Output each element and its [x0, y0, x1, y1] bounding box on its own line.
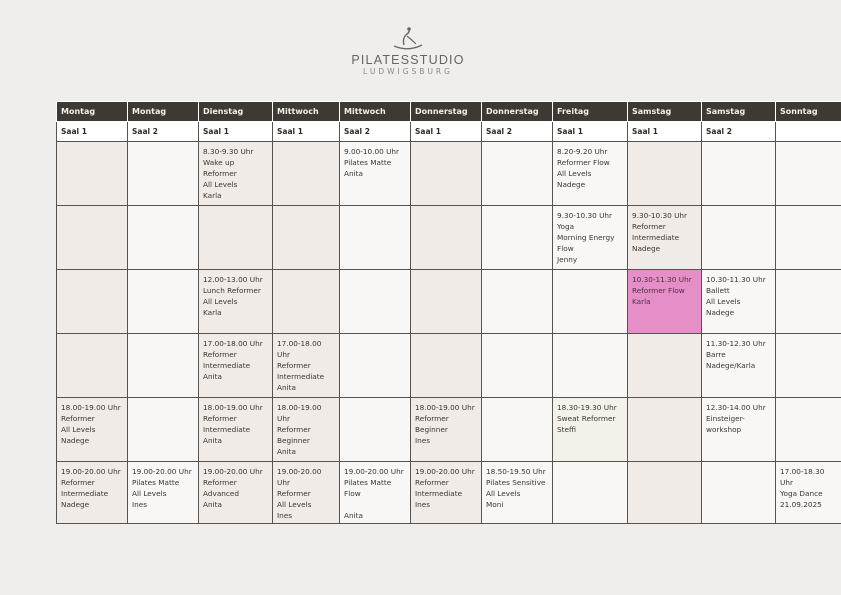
- class-info: [128, 398, 198, 402]
- class-info: [57, 270, 127, 274]
- empty-cell: [482, 270, 553, 334]
- empty-cell: [411, 334, 482, 398]
- day-header: Dienstag: [199, 102, 273, 122]
- class-info: 11.30-12.30 Uhr Barre Nadege/Karla: [706, 339, 766, 370]
- class-cell: [776, 462, 841, 524]
- room-header: Saal 2: [482, 122, 553, 142]
- day-header: Sonntag: [776, 102, 841, 122]
- class-cell: [199, 398, 273, 462]
- day-header: Mittwoch: [340, 102, 411, 122]
- class-info: [128, 270, 198, 274]
- class-info: [57, 206, 127, 210]
- empty-cell: [128, 398, 199, 462]
- class-info: 19.00-20.00 Uhr Reformer Intermediate Ines: [415, 467, 475, 509]
- class-info: [628, 398, 701, 402]
- class-cell: [340, 462, 411, 524]
- class-info: 10.30-11.30 Uhr Reformer Flow Karla: [632, 275, 692, 306]
- room-header: Saal 2: [340, 122, 411, 142]
- room-header: Saal 1: [628, 122, 702, 142]
- class-cell: [553, 142, 628, 206]
- class-cell: [411, 398, 482, 462]
- studio-logo: [340, 26, 476, 78]
- class-info: 12.30-14.00 Uhr Einsteiger- workshop: [706, 403, 766, 434]
- empty-cell: [702, 206, 776, 270]
- class-info: [482, 142, 552, 146]
- class-info: [273, 206, 339, 210]
- day-header: Mittwoch: [273, 102, 340, 122]
- time-slot-row: [57, 270, 841, 334]
- class-info: [482, 398, 552, 402]
- class-cell: [273, 398, 340, 462]
- logo-name: PILATESSTUDIO: [351, 53, 465, 67]
- class-info: [340, 206, 410, 210]
- class-cell: [199, 462, 273, 524]
- class-info: [482, 334, 552, 338]
- empty-cell: [273, 270, 340, 334]
- class-info: 17.00-18.00 Uhr Reformer Intermediate Anita: [203, 339, 263, 381]
- empty-cell: [482, 334, 553, 398]
- class-info: [553, 334, 627, 338]
- class-info: 18.00-19.00 Uhr Reformer Beginner Anita: [277, 403, 322, 456]
- empty-cell: [776, 206, 841, 270]
- class-info: [411, 334, 481, 338]
- empty-cell: [482, 142, 553, 206]
- class-info: 19.00-20.00 Uhr Reformer All Levels Ines: [277, 467, 322, 520]
- room-header: Saal 1: [411, 122, 482, 142]
- class-info: 8.20-9.20 Uhr Reformer Flow All Levels Nadege: [557, 147, 610, 189]
- class-info: 9.30-10.30 Uhr Reformer Intermediate Nadege: [632, 211, 688, 253]
- class-cell: [128, 462, 199, 524]
- class-cell: [57, 398, 128, 462]
- empty-cell: [128, 142, 199, 206]
- empty-cell: [57, 142, 128, 206]
- class-info: [702, 142, 775, 146]
- empty-cell: [628, 334, 702, 398]
- empty-cell: [628, 142, 702, 206]
- day-header: Samstag: [628, 102, 702, 122]
- class-info: [57, 334, 127, 338]
- class-info: 18.30-19.30 Uhr Sweat Reformer Steffi: [557, 403, 617, 434]
- class-cell: [553, 398, 628, 462]
- class-info: [482, 206, 552, 210]
- room-header: Saal 2: [128, 122, 199, 142]
- empty-cell: [57, 270, 128, 334]
- class-info: [702, 462, 775, 466]
- class-info: [57, 142, 127, 146]
- time-slot-row: [57, 142, 841, 206]
- class-info: [273, 142, 339, 146]
- time-slot-row: [57, 206, 841, 270]
- empty-cell: [128, 270, 199, 334]
- day-header: Freitag: [553, 102, 628, 122]
- class-cell: [340, 142, 411, 206]
- class-info: 18.00-19.00 Uhr Reformer All Levels Nadege: [61, 403, 121, 445]
- day-header: Donnerstag: [482, 102, 553, 122]
- room-header: Saal 1: [273, 122, 340, 142]
- class-cell: [702, 398, 776, 462]
- empty-cell: [702, 462, 776, 524]
- class-info: 19.00-20.00 Uhr Pilates Matte All Levels Ines: [132, 467, 192, 509]
- room-header: [776, 122, 841, 142]
- class-cell: [273, 462, 340, 524]
- class-cell: [702, 270, 776, 334]
- class-info: 9.00-10.00 Uhr Pilates Matte Anita: [344, 147, 400, 178]
- class-cell: [411, 462, 482, 524]
- class-info: [553, 462, 627, 466]
- empty-cell: [273, 206, 340, 270]
- room-header: Saal 1: [57, 122, 128, 142]
- class-info: [340, 334, 410, 338]
- pilates-figure-icon: [390, 26, 426, 52]
- class-info: [776, 142, 841, 146]
- class-info: 19.00-20.00 Uhr Reformer Advanced Anita: [203, 467, 263, 509]
- time-slot-row: [57, 398, 841, 462]
- logo-subtitle: LUDWIGSBURG: [363, 67, 453, 76]
- empty-cell: [482, 206, 553, 270]
- empty-cell: [340, 334, 411, 398]
- class-cell: [702, 334, 776, 398]
- room-header-row: [57, 122, 841, 142]
- class-info: 9.30-10.30 Uhr Yoga Morning Energy Flow Jenny: [557, 211, 615, 264]
- empty-cell: [57, 206, 128, 270]
- empty-cell: [628, 398, 702, 462]
- class-info: [128, 334, 198, 338]
- empty-cell: [628, 462, 702, 524]
- empty-cell: [340, 398, 411, 462]
- class-info: 17.00-18.30 Uhr Yoga Dance 21.09.2025: [780, 467, 825, 509]
- empty-cell: [411, 142, 482, 206]
- class-info: [340, 270, 410, 274]
- empty-cell: [553, 334, 628, 398]
- class-info: [628, 462, 701, 466]
- class-cell: [482, 462, 553, 524]
- class-info: [273, 270, 339, 274]
- time-slot-row: [57, 334, 841, 398]
- class-info: [199, 206, 272, 210]
- empty-cell: [57, 334, 128, 398]
- class-info: 8.30-9.30 Uhr Wake up Reformer All Levels Karla: [203, 147, 254, 200]
- empty-cell: [411, 206, 482, 270]
- room-header: Saal 1: [553, 122, 628, 142]
- schedule-table: [56, 101, 841, 524]
- class-info: 17.00-18.00 Uhr Reformer Intermediate Anita: [277, 339, 325, 392]
- empty-cell: [776, 398, 841, 462]
- empty-cell: [128, 206, 199, 270]
- empty-cell: [340, 270, 411, 334]
- class-info: 18.00-19.00 Uhr Reformer Beginner Ines: [415, 403, 475, 445]
- class-cell: [628, 270, 702, 334]
- empty-cell: [482, 398, 553, 462]
- class-info: [340, 398, 410, 402]
- class-info: 18.00-19.00 Uhr Reformer Intermediate Anita: [203, 403, 263, 445]
- class-info: [702, 206, 775, 210]
- class-cell: [199, 270, 273, 334]
- empty-cell: [128, 334, 199, 398]
- class-cell: [553, 206, 628, 270]
- class-cell: [57, 462, 128, 524]
- class-info: [776, 398, 841, 402]
- class-info: [411, 270, 481, 274]
- class-cell: [628, 206, 702, 270]
- empty-cell: [273, 142, 340, 206]
- class-info: [411, 142, 481, 146]
- room-header: Saal 2: [702, 122, 776, 142]
- class-info: 19.00-20.00 Uhr Reformer Intermediate Nadege: [61, 467, 121, 509]
- class-info: [628, 334, 701, 338]
- class-info: [553, 270, 627, 274]
- class-cell: [273, 334, 340, 398]
- class-info: [628, 142, 701, 146]
- empty-cell: [702, 142, 776, 206]
- day-header: Samstag: [702, 102, 776, 122]
- room-header: Saal 1: [199, 122, 273, 142]
- day-header: Donnerstag: [411, 102, 482, 122]
- class-info: [776, 206, 841, 210]
- empty-cell: [776, 270, 841, 334]
- class-cell: [199, 142, 273, 206]
- class-info: 12.00-13.00 Uhr Lunch Reformer All Levels Karla: [203, 275, 263, 317]
- empty-cell: [340, 206, 411, 270]
- class-info: [776, 270, 841, 274]
- day-header: Montag: [128, 102, 199, 122]
- empty-cell: [776, 334, 841, 398]
- class-info: 10.30-11.30 Uhr Ballett All Levels Nadege: [706, 275, 766, 317]
- class-info: [776, 334, 841, 338]
- class-info: 18.50-19.50 Uhr Pilates Sensitive All Levels Moni: [486, 467, 546, 509]
- empty-cell: [776, 142, 841, 206]
- class-info: [128, 142, 198, 146]
- empty-cell: [199, 206, 273, 270]
- empty-cell: [411, 270, 482, 334]
- class-info: [482, 270, 552, 274]
- class-info: [411, 206, 481, 210]
- empty-cell: [553, 270, 628, 334]
- empty-cell: [553, 462, 628, 524]
- day-header-row: [57, 102, 841, 122]
- class-info: [128, 206, 198, 210]
- day-header: Montag: [57, 102, 128, 122]
- class-cell: [199, 334, 273, 398]
- class-info: 19.00-20.00 Uhr Pilates Matte Flow Anita: [344, 467, 404, 520]
- time-slot-row: [57, 462, 841, 524]
